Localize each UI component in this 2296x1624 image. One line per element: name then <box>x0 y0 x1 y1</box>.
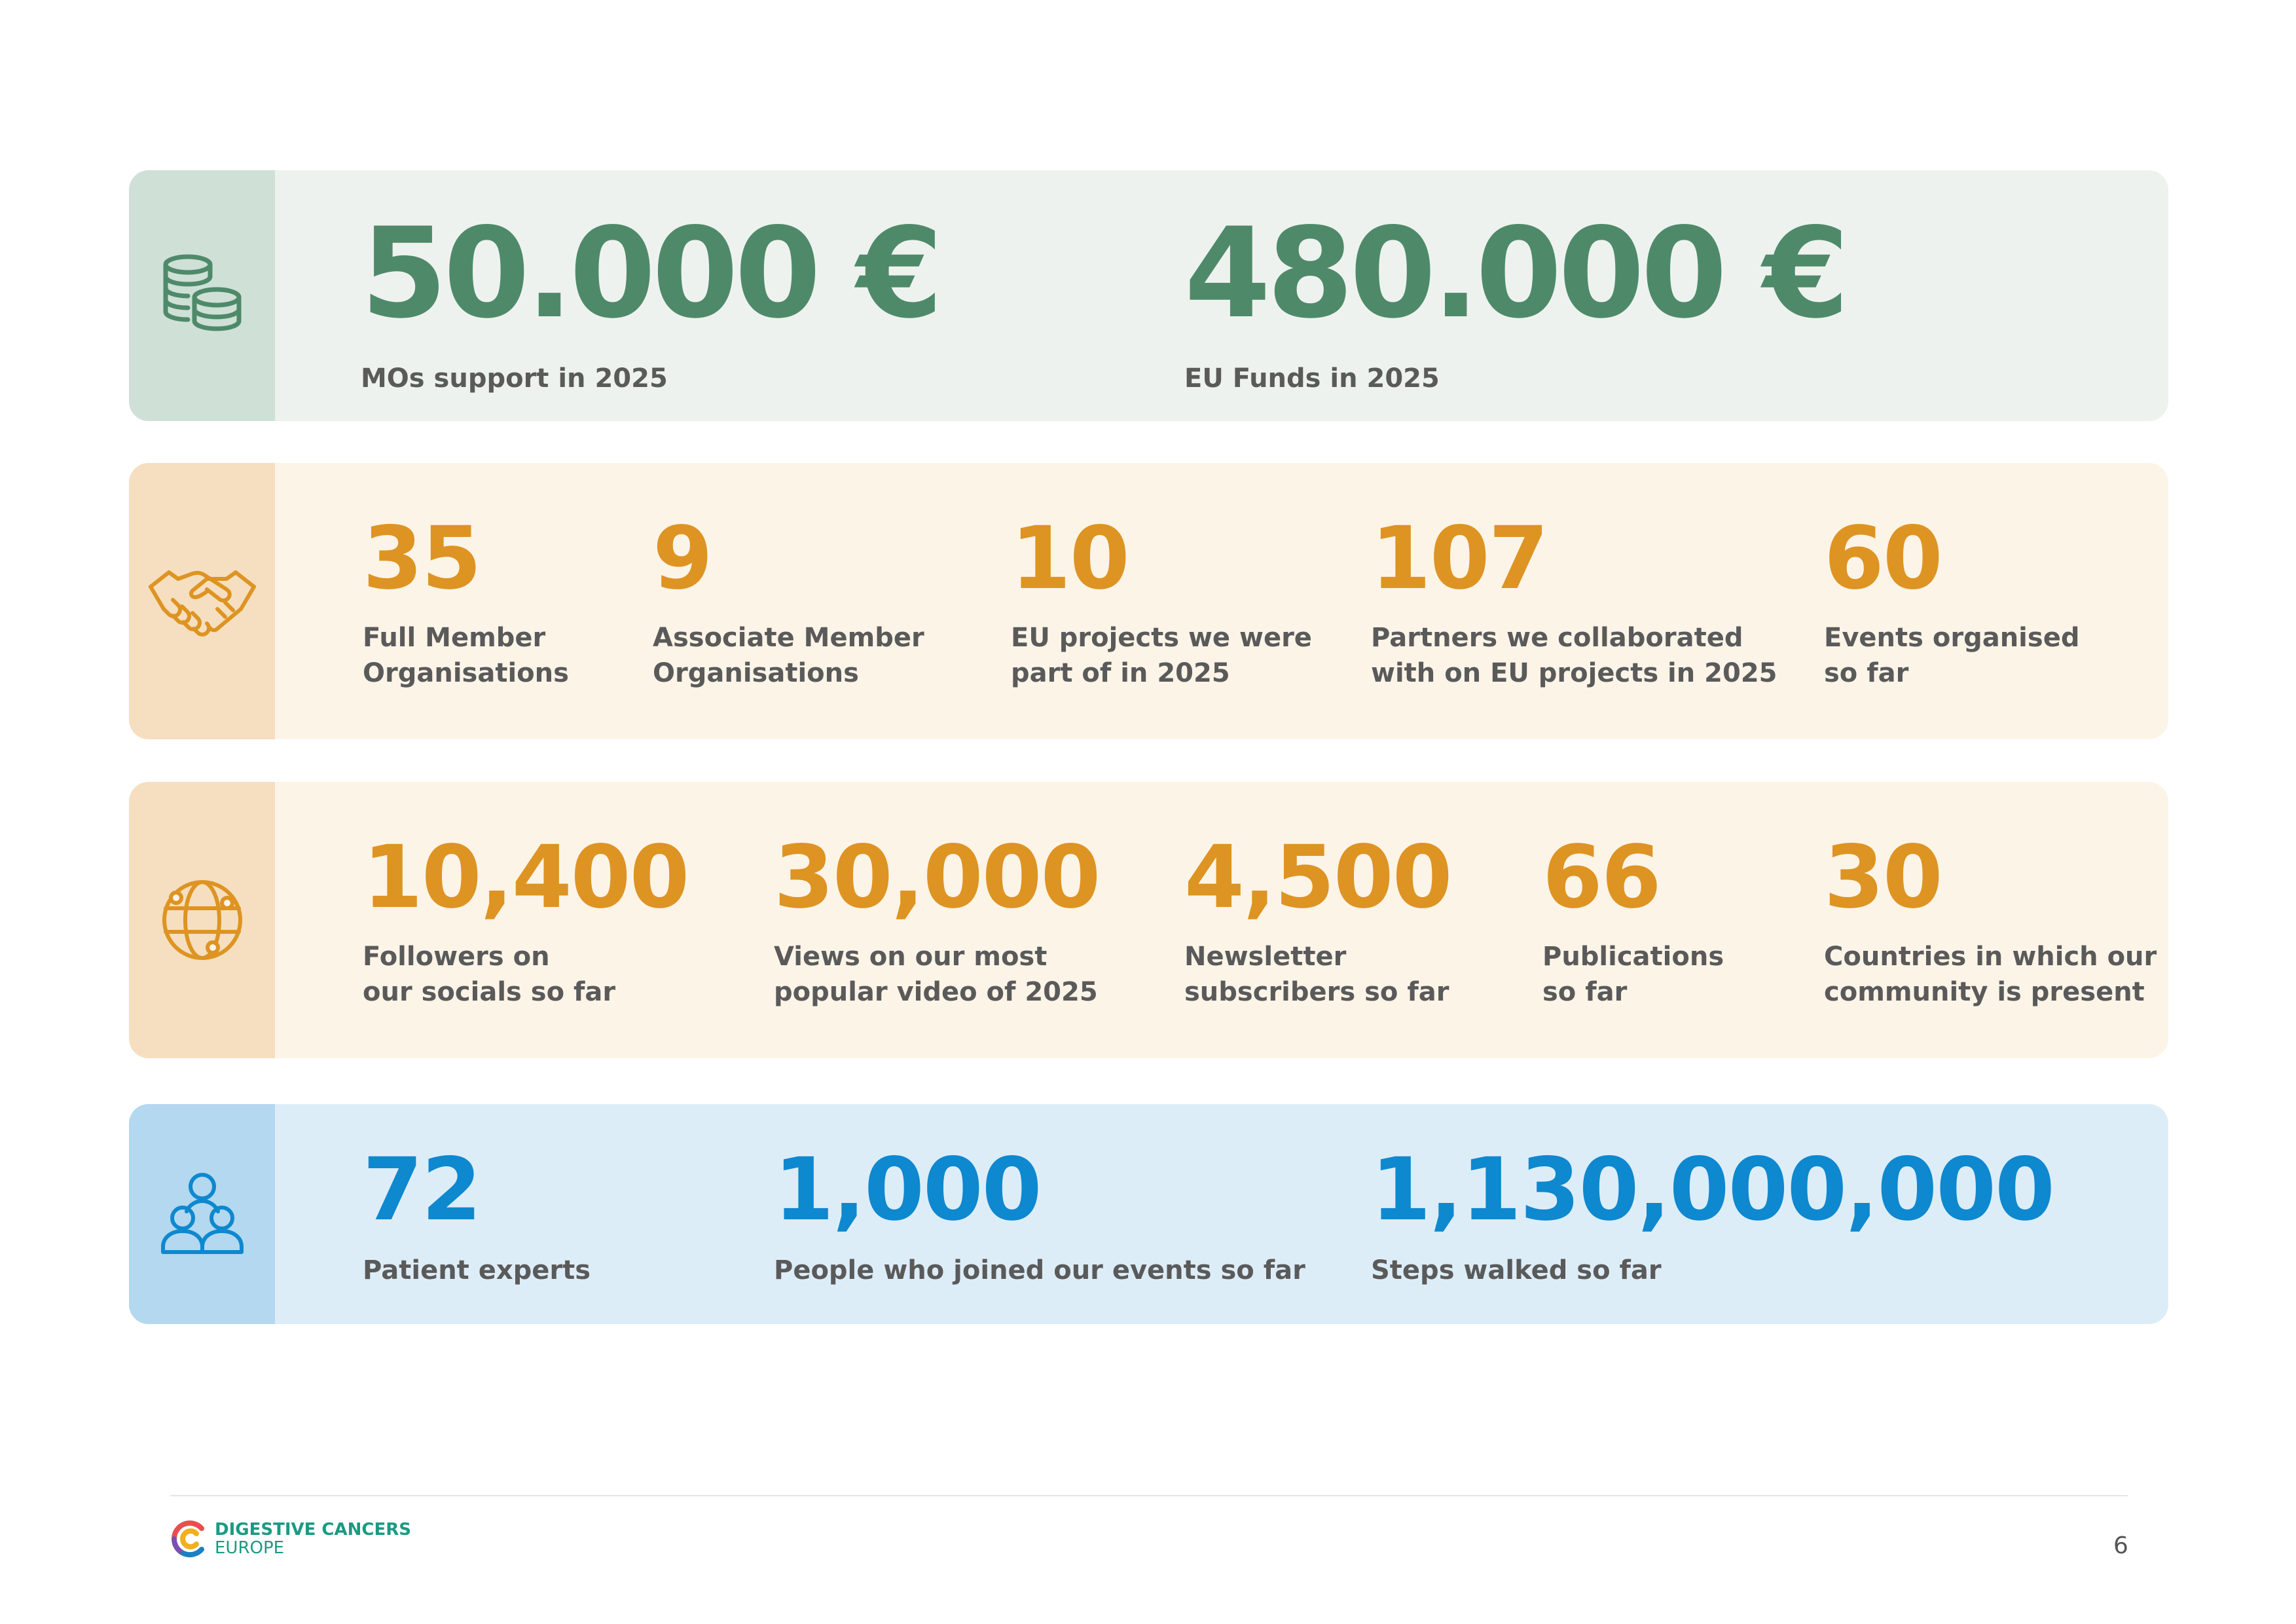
stat-value: 35 <box>363 508 481 609</box>
stat-eu-projects <box>1011 508 1312 691</box>
stat-value: 107 <box>1371 508 1548 609</box>
people-card <box>129 1104 2168 1324</box>
stat-value: 10,400 <box>363 827 689 928</box>
globe-icon <box>156 874 248 966</box>
funding-card <box>129 170 2168 421</box>
stat-value: 50.000 € <box>361 201 939 346</box>
community-icon-bar <box>129 463 275 739</box>
stat-video-views <box>774 827 1100 1010</box>
stat-full-members <box>363 508 569 691</box>
community-card <box>129 463 2168 739</box>
logo-mark-icon <box>169 1519 208 1559</box>
stat-value: 480.000 € <box>1184 201 1846 346</box>
stat-label: Events organised so far <box>1824 623 2080 688</box>
page-number: 6 <box>2113 1532 2128 1559</box>
stat-label: Views on our most popular video of 2025 <box>774 942 1098 1007</box>
stat-label: Full Member Organisations <box>363 623 569 688</box>
stat-partners <box>1371 508 1777 691</box>
logo-text-secondary: EUROPE <box>215 1538 285 1558</box>
people-icon-bar <box>129 1104 275 1324</box>
stat-label: Partners we collaborated with on EU projects in 2025 <box>1371 623 1777 688</box>
stat-mos-support <box>361 201 939 396</box>
stat-label: Patient experts <box>363 1255 591 1285</box>
handshake-icon <box>147 555 258 647</box>
stat-value: 1,130,000,000 <box>1371 1139 2054 1240</box>
logo-text-primary: DIGESTIVE CANCERS <box>215 1520 411 1540</box>
coins-icon <box>156 250 248 342</box>
stat-label: Publications so far <box>1542 942 1724 1007</box>
stat-newsletter <box>1184 827 1451 1010</box>
stat-label: Countries in which our community is present <box>1824 942 2157 1007</box>
reach-icon-bar <box>129 782 275 1058</box>
people-group-icon <box>156 1168 248 1260</box>
stat-event-participants <box>774 1139 1305 1288</box>
stat-countries <box>1824 827 2157 1010</box>
stat-label: Followers on our socials so far <box>363 942 616 1007</box>
stat-eu-funds <box>1184 201 1846 396</box>
stat-label: EU projects we were part of in 2025 <box>1011 623 1312 688</box>
footer-divider <box>170 1495 2128 1496</box>
reach-card <box>129 782 2168 1058</box>
stat-value: 30 <box>1824 827 1942 928</box>
stat-value: 60 <box>1824 508 1942 609</box>
stat-value: 66 <box>1542 827 1660 928</box>
stat-followers <box>363 827 689 1010</box>
organisation-logo <box>169 1519 411 1559</box>
stat-events <box>1824 508 2080 691</box>
stat-value: 1,000 <box>774 1139 1041 1240</box>
stat-patient-experts <box>363 1139 591 1288</box>
stat-steps <box>1371 1139 2054 1288</box>
stat-value: 9 <box>653 508 712 609</box>
stat-value: 10 <box>1011 508 1129 609</box>
stat-associate-members <box>653 508 924 691</box>
stat-label: MOs support in 2025 <box>361 363 668 394</box>
stat-publications <box>1542 827 1724 1010</box>
stat-value: 72 <box>363 1139 481 1240</box>
stat-label: Associate Member Organisations <box>653 623 924 688</box>
stat-value: 4,500 <box>1184 827 1451 928</box>
stat-label: Steps walked so far <box>1371 1255 1662 1285</box>
stat-value: 30,000 <box>774 827 1100 928</box>
stat-label: People who joined our events so far <box>774 1255 1305 1285</box>
funding-icon-bar <box>129 170 275 421</box>
stat-label: Newsletter subscribers so far <box>1184 942 1449 1007</box>
stat-label: EU Funds in 2025 <box>1184 363 1440 394</box>
